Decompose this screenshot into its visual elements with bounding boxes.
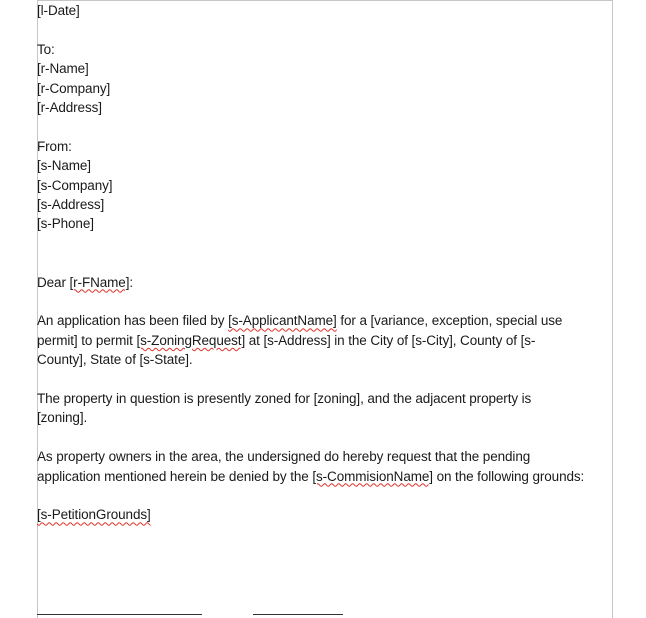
signature-line-right	[253, 614, 343, 615]
signature-line-left	[37, 614, 202, 615]
text-run: at [s-Address] in the City of [s-City], County of [s-	[245, 332, 536, 348]
sender-name: [s-Name]	[37, 158, 91, 174]
salutation-pre: Dear	[37, 274, 70, 290]
text-run: application mentioned herein be denied by the	[37, 468, 313, 484]
sender-company: [s-Company]	[37, 177, 113, 193]
spacer	[37, 292, 617, 311]
spacer	[37, 253, 617, 272]
sender-address: [s-Address]	[37, 197, 105, 213]
from-label: From:	[37, 138, 72, 154]
spacer	[37, 20, 617, 39]
spacer	[37, 117, 617, 136]
text-run: for a [variance, exception, special use	[336, 313, 563, 329]
to-label: To:	[37, 41, 55, 57]
text-run: permit] to permit	[37, 332, 137, 348]
spacer	[37, 486, 617, 505]
paragraph-1-line-1	[37, 311, 617, 330]
paragraph-3-line-2	[37, 467, 617, 486]
spacer	[37, 370, 617, 389]
recipient-company: [r-Company]	[37, 80, 111, 96]
zoning-request-field: [s-ZoningRequest]	[136, 332, 246, 348]
text-run: An application has been filed by	[37, 313, 229, 329]
paragraph-3-line-1: As property owners in the area, the undersigned do hereby request that the pending	[37, 449, 531, 465]
petition-grounds	[37, 505, 617, 524]
salutation-post: :	[129, 274, 134, 290]
paragraph-2-line-2: [zoning].	[37, 410, 88, 426]
salutation	[37, 273, 617, 292]
salutation-field: [r-FName]	[69, 274, 130, 290]
paragraph-1-line-3: County], State of [s-State].	[37, 352, 193, 368]
sender-phone: [s-Phone]	[37, 216, 94, 232]
text-run: on the following grounds:	[432, 468, 585, 484]
date-field: [l-Date]	[37, 3, 80, 18]
commision-name-field: [s-CommisionName]	[312, 468, 433, 484]
recipient-name: [r-Name]	[37, 61, 89, 77]
letter-body[interactable]	[37, 1, 617, 525]
paragraph-2-line-1: The property in question is presently zoned for [zoning], and the adjacent property is	[37, 391, 532, 407]
spacer	[37, 234, 617, 253]
recipient-address: [r-Address]	[37, 100, 102, 116]
petition-grounds-field: [s-PetitionGrounds]	[37, 507, 151, 523]
spacer	[37, 428, 617, 447]
paragraph-1-line-2	[37, 331, 617, 350]
applicant-name-field: [s-ApplicantName]	[228, 313, 337, 329]
